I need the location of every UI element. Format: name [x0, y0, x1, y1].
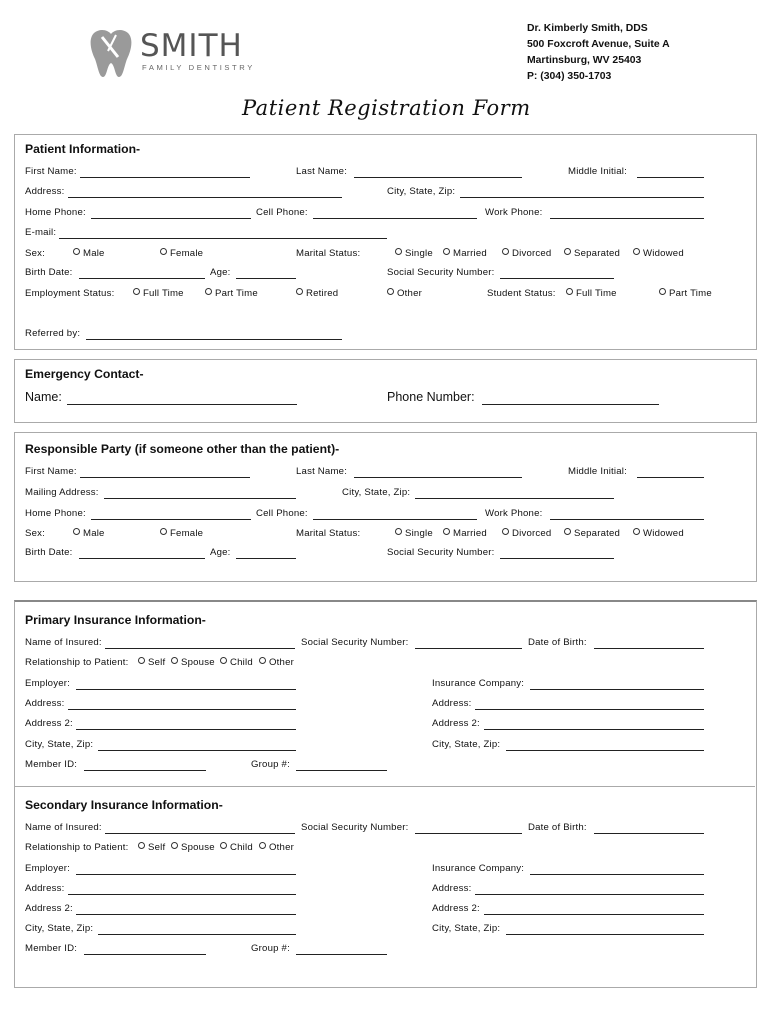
- si-insurance-company-field[interactable]: [530, 874, 704, 875]
- rp-separated-option[interactable]: [564, 528, 620, 539]
- rp-divorced-option[interactable]: [502, 528, 551, 539]
- pi-self-option[interactable]: [138, 657, 165, 668]
- ssn-label: Social Security Number:: [387, 267, 495, 278]
- address-label: Address:: [25, 186, 65, 197]
- city-state-zip-label: City, State, Zip:: [387, 186, 456, 197]
- si-group-field[interactable]: [296, 954, 387, 955]
- pi-spouse-option[interactable]: [171, 657, 215, 668]
- address-line: Martinsburg, WV 25403: [527, 55, 642, 66]
- si-child-label: Child: [230, 842, 253, 853]
- work-phone-field[interactable]: [550, 218, 704, 219]
- full-time-option[interactable]: [133, 288, 184, 299]
- rp-age-label: Age:: [210, 547, 231, 558]
- last-name-label: Last Name:: [296, 166, 348, 177]
- pi-address-label: Address:: [25, 698, 65, 709]
- married-option[interactable]: [443, 248, 487, 259]
- pi-ins-city-state-zip-label: City, State, Zip:: [432, 739, 501, 750]
- radio-icon: [73, 528, 80, 535]
- divorced-option[interactable]: [502, 248, 551, 259]
- pi-group-field[interactable]: [296, 770, 387, 771]
- si-ssn-field[interactable]: [415, 833, 522, 834]
- email-label: E-mail:: [25, 227, 57, 238]
- rp-work-phone-label: Work Phone:: [485, 508, 543, 519]
- si-child-option[interactable]: [220, 842, 253, 853]
- pi-child-option[interactable]: [220, 657, 253, 668]
- rp-ssn-field[interactable]: [500, 558, 614, 559]
- radio-icon: [171, 657, 178, 664]
- radio-icon: [133, 288, 140, 295]
- radio-icon: [395, 528, 402, 535]
- address-line: P: (304) 350-1703: [527, 71, 612, 82]
- birth-date-label: Birth Date:: [25, 267, 73, 278]
- radio-icon: [296, 288, 303, 295]
- primary-insurance-heading: Primary Insurance Information-: [25, 613, 206, 627]
- pi-ins-address-field[interactable]: [475, 709, 704, 710]
- radio-icon: [220, 842, 227, 849]
- si-ins-address-field[interactable]: [475, 894, 704, 895]
- rp-female-option[interactable]: [160, 528, 203, 539]
- rp-married-label: Married: [453, 528, 487, 539]
- cell-phone-field[interactable]: [313, 218, 477, 219]
- si-employer-field[interactable]: [76, 874, 296, 875]
- rp-mailing-address-field[interactable]: [104, 498, 296, 499]
- pi-insurance-company-label: Insurance Company:: [432, 678, 525, 689]
- pi-self-label: Self: [148, 657, 166, 668]
- si-ins-city-state-zip-field[interactable]: [506, 934, 704, 935]
- home-phone-field[interactable]: [91, 218, 251, 219]
- student-full-time-label: Full Time: [576, 288, 617, 299]
- si-other-option[interactable]: [259, 842, 294, 853]
- radio-icon: [564, 248, 571, 255]
- si-dob-label: Date of Birth:: [528, 822, 587, 833]
- widowed-label: Widowed: [643, 248, 684, 259]
- emergency-name-field[interactable]: [67, 404, 297, 405]
- radio-icon: [259, 657, 266, 664]
- part-time-option[interactable]: [205, 288, 258, 299]
- married-label: Married: [453, 248, 487, 259]
- radio-icon: [502, 248, 509, 255]
- si-spouse-label: Spouse: [181, 842, 215, 853]
- male-label: Male: [83, 248, 105, 259]
- rp-last-name-field[interactable]: [354, 477, 522, 478]
- address-line: 500 Foxcroft Avenue, Suite A: [527, 39, 670, 50]
- rp-city-state-zip-field[interactable]: [415, 498, 614, 499]
- home-phone-label: Home Phone:: [25, 207, 86, 218]
- rp-separated-label: Separated: [574, 528, 621, 539]
- patient-info-heading: Patient Information-: [25, 142, 141, 156]
- part-time-label: Part Time: [215, 288, 258, 299]
- first-name-field[interactable]: [80, 177, 250, 178]
- si-relationship-label: Relationship to Patient:: [25, 842, 129, 853]
- radio-icon: [566, 288, 573, 295]
- si-name-insured-label: Name of Insured:: [25, 822, 102, 833]
- pi-address-field[interactable]: [68, 709, 296, 710]
- birth-date-field[interactable]: [79, 278, 205, 279]
- rp-divorced-label: Divorced: [512, 528, 552, 539]
- si-ins-address-label: Address:: [432, 883, 472, 894]
- middle-initial-field[interactable]: [637, 177, 704, 178]
- rp-widowed-label: Widowed: [643, 528, 684, 539]
- rp-middle-initial-field[interactable]: [637, 477, 704, 478]
- single-label: Single: [405, 248, 433, 259]
- rp-sex-label: Sex:: [25, 528, 45, 539]
- pi-member-id-field[interactable]: [84, 770, 206, 771]
- emergency-phone-field[interactable]: [482, 404, 659, 405]
- student-part-time-label: Part Time: [669, 288, 712, 299]
- si-other-label: Other: [269, 842, 294, 853]
- widowed-option[interactable]: [633, 248, 684, 259]
- radio-icon: [633, 248, 640, 255]
- last-name-field[interactable]: [354, 177, 522, 178]
- si-address-field[interactable]: [68, 894, 296, 895]
- si-city-state-zip-field[interactable]: [98, 934, 296, 935]
- rp-male-label: Male: [83, 528, 105, 539]
- radio-icon: [564, 528, 571, 535]
- rp-ssn-label: Social Security Number:: [387, 547, 495, 558]
- rp-mailing-address-label: Mailing Address:: [25, 487, 99, 498]
- si-ins-address2-label: Address 2:: [432, 903, 480, 914]
- radio-icon: [395, 248, 402, 255]
- radio-icon: [633, 528, 640, 535]
- student-full-time-option[interactable]: [566, 288, 617, 299]
- pi-city-state-zip-label: City, State, Zip:: [25, 739, 94, 750]
- emergency-name-label: Name:: [25, 390, 62, 404]
- male-option[interactable]: [73, 248, 105, 259]
- retired-option[interactable]: [296, 288, 338, 299]
- radio-icon: [502, 528, 509, 535]
- radio-icon: [443, 528, 450, 535]
- pi-member-id-label: Member ID:: [25, 759, 78, 770]
- pi-dob-label: Date of Birth:: [528, 637, 587, 648]
- female-label: Female: [170, 248, 204, 259]
- rp-city-state-zip-label: City, State, Zip:: [342, 487, 411, 498]
- cell-phone-label: Cell Phone:: [256, 207, 308, 218]
- rp-single-label: Single: [405, 528, 433, 539]
- rp-married-option[interactable]: [443, 528, 487, 539]
- secondary-insurance-heading: Secondary Insurance Information-: [25, 798, 223, 812]
- pi-other-label: Other: [269, 657, 294, 668]
- city-state-zip-field[interactable]: [460, 197, 704, 198]
- si-city-state-zip-label: City, State, Zip:: [25, 923, 94, 934]
- practice-address: [527, 21, 670, 85]
- rp-male-option[interactable]: [73, 528, 105, 539]
- pi-relationship-label: Relationship to Patient:: [25, 657, 129, 668]
- rp-single-option[interactable]: [395, 528, 433, 539]
- radio-icon: [73, 248, 80, 255]
- radio-icon: [138, 842, 145, 849]
- pi-ins-address-label: Address:: [432, 698, 472, 709]
- si-address2-label: Address 2:: [25, 903, 73, 914]
- ssn-field[interactable]: [500, 278, 614, 279]
- pi-ins-city-state-zip-field[interactable]: [506, 750, 704, 751]
- separated-option[interactable]: [564, 248, 620, 259]
- rp-birth-date-label: Birth Date:: [25, 547, 73, 558]
- marital-status-label: Marital Status:: [296, 248, 361, 259]
- rp-cell-phone-label: Cell Phone:: [256, 508, 308, 519]
- age-label: Age:: [210, 267, 231, 278]
- email-field[interactable]: [59, 238, 387, 239]
- insurance-divider: [14, 786, 755, 787]
- employment-status-label: Employment Status:: [25, 288, 115, 299]
- rp-marital-status-label: Marital Status:: [296, 528, 361, 539]
- pi-insurance-company-field[interactable]: [530, 689, 704, 690]
- pi-spouse-label: Spouse: [181, 657, 215, 668]
- rp-birth-date-field[interactable]: [79, 558, 205, 559]
- pi-city-state-zip-field[interactable]: [98, 750, 296, 751]
- age-field[interactable]: [236, 278, 296, 279]
- retired-label: Retired: [306, 288, 339, 299]
- tooth-logo-icon: [88, 27, 134, 79]
- radio-icon: [443, 248, 450, 255]
- middle-initial-label: Middle Initial:: [568, 166, 627, 177]
- si-address-label: Address:: [25, 883, 65, 894]
- pi-child-label: Child: [230, 657, 253, 668]
- address-line: Dr. Kimberly Smith, DDS: [527, 23, 648, 34]
- pi-other-option[interactable]: [259, 657, 294, 668]
- rp-first-name-label: First Name:: [25, 466, 77, 477]
- emergency-phone-label: Phone Number:: [387, 390, 475, 404]
- female-option[interactable]: [160, 248, 203, 259]
- rp-age-field[interactable]: [236, 558, 296, 559]
- radio-icon: [259, 842, 266, 849]
- radio-icon: [220, 657, 227, 664]
- rp-last-name-label: Last Name:: [296, 466, 348, 477]
- radio-icon: [659, 288, 666, 295]
- work-phone-label: Work Phone:: [485, 207, 543, 218]
- si-name-insured-field[interactable]: [105, 833, 295, 834]
- radio-icon: [205, 288, 212, 295]
- separated-label: Separated: [574, 248, 621, 259]
- radio-icon: [138, 657, 145, 664]
- pi-name-insured-field[interactable]: [105, 648, 295, 649]
- rp-home-phone-label: Home Phone:: [25, 508, 86, 519]
- pi-ins-address2-field[interactable]: [484, 729, 704, 730]
- si-self-option[interactable]: [138, 842, 165, 853]
- pi-employer-label: Employer:: [25, 678, 70, 689]
- pi-group-label: Group #:: [251, 759, 290, 770]
- pi-address2-field[interactable]: [76, 729, 296, 730]
- radio-icon: [171, 842, 178, 849]
- rp-work-phone-field[interactable]: [550, 519, 704, 520]
- other-label: Other: [397, 288, 422, 299]
- si-employer-label: Employer:: [25, 863, 70, 874]
- pi-ins-address2-label: Address 2:: [432, 718, 480, 729]
- pi-employer-field[interactable]: [76, 689, 296, 690]
- form-title: Patient Registration Form: [242, 96, 531, 120]
- si-ins-address2-field[interactable]: [484, 914, 704, 915]
- other-option[interactable]: [387, 288, 422, 299]
- radio-icon: [160, 528, 167, 535]
- divorced-label: Divorced: [512, 248, 552, 259]
- pi-name-insured-label: Name of Insured:: [25, 637, 102, 648]
- si-ins-city-state-zip-label: City, State, Zip:: [432, 923, 501, 934]
- rp-cell-phone-field[interactable]: [313, 519, 477, 520]
- full-time-label: Full Time: [143, 288, 184, 299]
- patient-info-section: [14, 134, 757, 350]
- si-dob-field[interactable]: [594, 833, 704, 834]
- pi-dob-field[interactable]: [594, 648, 704, 649]
- pi-ssn-field[interactable]: [415, 648, 522, 649]
- student-status-label: Student Status:: [487, 288, 556, 299]
- radio-icon: [160, 248, 167, 255]
- responsible-party-heading: Responsible Party (if someone other than the patient)-: [25, 442, 340, 456]
- si-group-label: Group #:: [251, 943, 290, 954]
- pi-ssn-label: Social Security Number:: [301, 637, 409, 648]
- rp-female-label: Female: [170, 528, 204, 539]
- radio-icon: [387, 288, 394, 295]
- si-spouse-option[interactable]: [171, 842, 215, 853]
- referred-by-label: Referred by:: [25, 328, 81, 339]
- si-member-id-field[interactable]: [84, 954, 206, 955]
- student-part-time-option[interactable]: [659, 288, 712, 299]
- rp-first-name-field[interactable]: [80, 477, 250, 478]
- rp-middle-initial-label: Middle Initial:: [568, 466, 627, 477]
- emergency-contact-heading: Emergency Contact-: [25, 367, 144, 381]
- logo-subtitle: FAMILY DENTISTRY: [142, 63, 255, 72]
- si-address2-field[interactable]: [76, 914, 296, 915]
- si-ssn-label: Social Security Number:: [301, 822, 409, 833]
- logo-name: SMITH: [140, 28, 243, 64]
- single-option[interactable]: [395, 248, 433, 259]
- si-member-id-label: Member ID:: [25, 943, 78, 954]
- si-insurance-company-label: Insurance Company:: [432, 863, 525, 874]
- referred-by-field[interactable]: [86, 339, 342, 340]
- rp-home-phone-field[interactable]: [91, 519, 251, 520]
- sex-label: Sex:: [25, 248, 45, 259]
- address-field[interactable]: [68, 197, 342, 198]
- pi-address2-label: Address 2:: [25, 718, 73, 729]
- rp-widowed-option[interactable]: [633, 528, 684, 539]
- si-self-label: Self: [148, 842, 166, 853]
- first-name-label: First Name:: [25, 166, 77, 177]
